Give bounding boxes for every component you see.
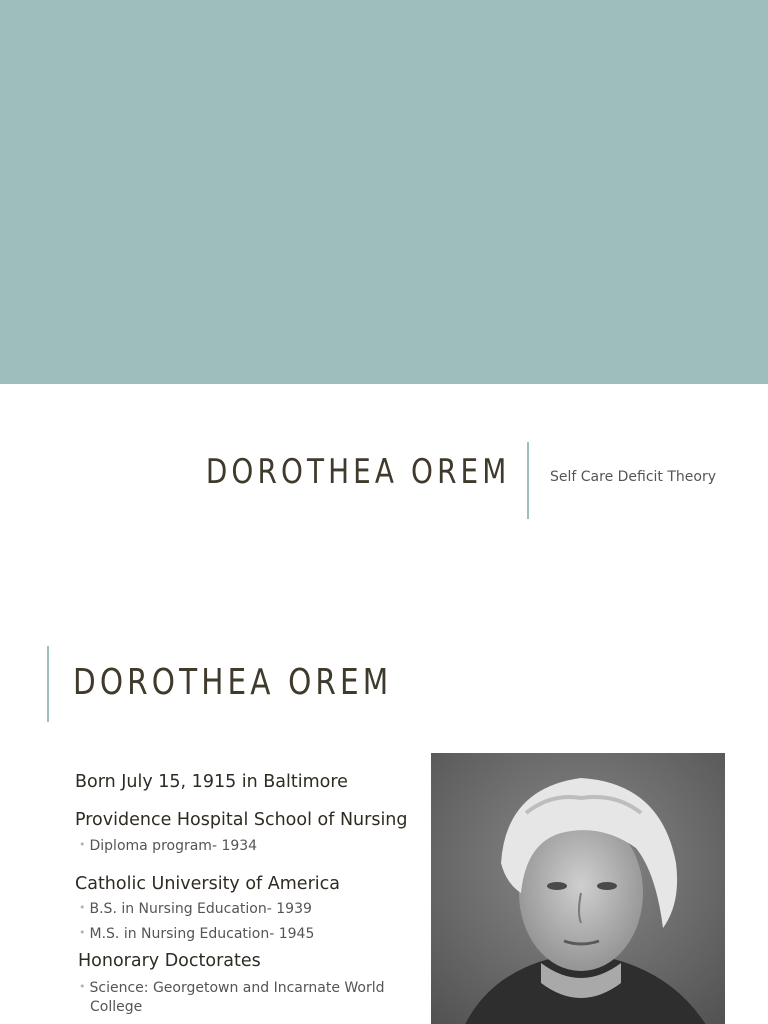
portrait-photo — [431, 753, 725, 1024]
bullet-icon: • — [79, 926, 86, 939]
bullet-item: • Diploma program- 1934 — [79, 838, 258, 854]
bullet-icon: • — [79, 901, 86, 914]
heading-catholic: Catholic University of America — [75, 874, 340, 894]
bullet-item: • Science: Georgetown and Incarnate World College — [79, 980, 385, 1015]
header-banner — [0, 0, 768, 384]
bullet-item: • M.S. in Nursing Education- 1945 — [79, 926, 315, 942]
portrait-icon — [431, 753, 725, 1024]
bullet-icon: • — [79, 838, 86, 851]
bio-title: DOROTHEA OREM — [73, 662, 393, 703]
heading-born: Born July 15, 1915 in Baltimore — [75, 772, 348, 792]
title-accent-bar — [47, 646, 49, 722]
bullet-icon: • — [79, 980, 86, 993]
heading-providence: Providence Hospital School of Nursing — [75, 810, 408, 830]
bio-slide — [0, 590, 768, 1024]
slide-title: DOROTHEA OREM — [205, 452, 510, 492]
heading-honorary: Honorary Doctorates — [78, 951, 261, 971]
bullet-item: • B.S. in Nursing Education- 1939 — [79, 901, 312, 917]
slide-subtitle: Self Care Deficit Theory — [550, 469, 717, 485]
title-divider — [527, 442, 529, 519]
